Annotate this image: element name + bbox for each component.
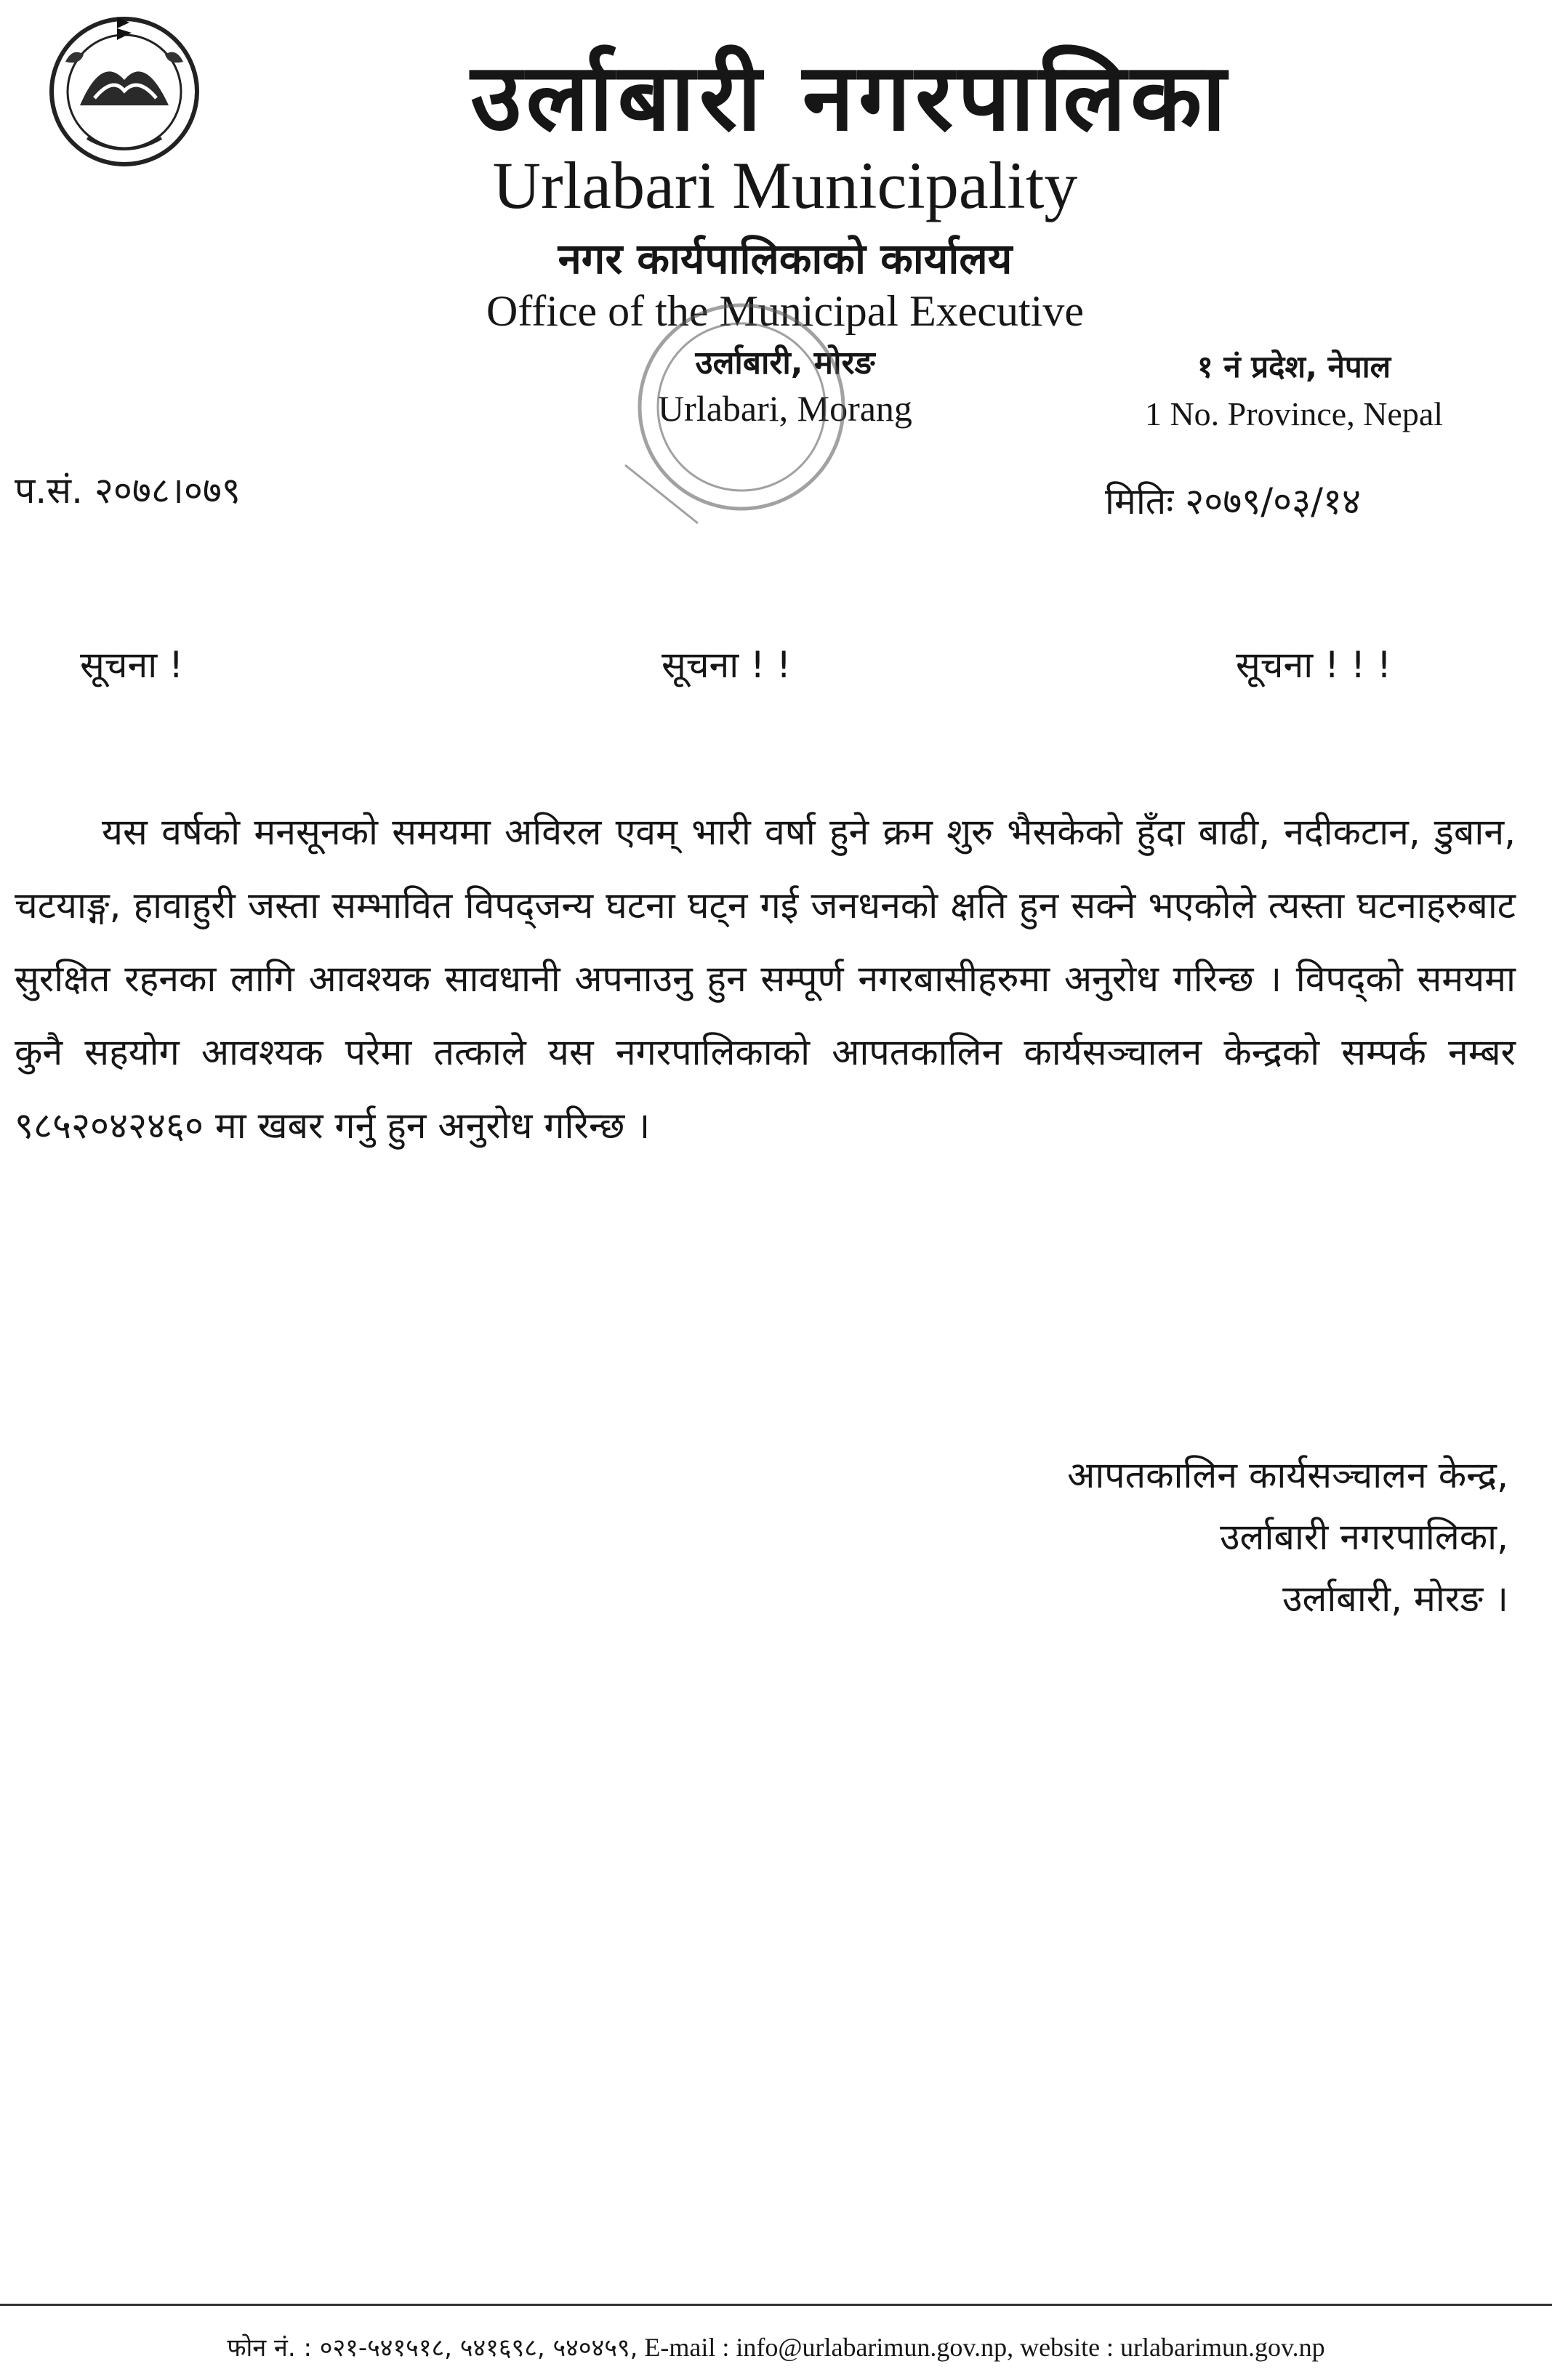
- reference-number: प.सं. २०७८।०७९: [15, 469, 241, 512]
- notice-heading-3: सूचना ! ! !: [1236, 644, 1392, 686]
- signature-line-2: उर्लाबारी नगरपालिका,: [1220, 1516, 1508, 1558]
- office-seal-stamp-icon: [574, 283, 909, 545]
- signature-line-1: आपतकालिन कार्यसञ्चालन केन्द्र,: [1067, 1454, 1508, 1496]
- notice-heading-1: सूचना !: [80, 644, 184, 686]
- location-nepali: उर्लाबारी, मोरङ: [695, 344, 875, 382]
- province-english: 1 No. Province, Nepal: [1144, 395, 1444, 432]
- letter-date: मितिः २०७९/०३/१४: [1105, 480, 1361, 523]
- footer-email-website: E-mail : info@urlabarimun.gov.np, website : urlabarimun.gov.np: [638, 2333, 1325, 2362]
- notice-heading-2: सूचना ! !: [662, 644, 792, 686]
- footer-divider: [0, 2304, 1552, 2306]
- notice-body-paragraph: यस वर्षको मनसूनको समयमा अविरल एवम् भारी वर्षा हुने क्रम शुरु भैसकेको हुँदा बाढी, नदीकटान, डुबान, चटयाङ्ग, हावाहुरी जस्ता सम्भावित विपद्जन्य घटना घट्न गई जनधनको क्षति हुन सक्ने भएकोले त्यस्ता घटनाहरुबाट सुरक्षित रहनका लागि आवश्यक सावधानी अपनाउनु हुन सम्पूर्ण नगरबासीहरुमा अनुरोध गरिन्छ । विपद्को समयमा कुनै सहयोग आवश्यक परेमा तत्काले यस नगरपालिकाको आपतकालिन कार्यसञ्चालन केन्द्रको सम्पर्क नम्बर ९८५२०४२४६० मा खबर गर्नु हुन अनुरोध गरिन्छ ।: [15, 811, 1516, 1147]
- office-name-nepali: नगर कार्यपालिकाको कार्यालय: [558, 234, 1013, 283]
- municipality-title-nepali: उर्लाबारी नगरपालिका: [470, 44, 1231, 152]
- signature-line-3: उर्लाबारी, मोरङ ।: [1282, 1578, 1508, 1620]
- footer-phone: फोन नं. : ०२१-५४१५१८, ५४१६९८, ५४०४५९,: [227, 2333, 638, 2363]
- province-nepali: १ नं प्रदेश, नेपाल: [1197, 349, 1391, 384]
- office-name-english: Office of the Municipal Executive: [486, 287, 1084, 335]
- municipality-title-english: Urlabari Municipality: [492, 148, 1078, 222]
- government-emblem-icon: [44, 11, 205, 172]
- location-english: Urlabari, Morang: [658, 388, 912, 429]
- footer-contact: [0, 2329, 1552, 2366]
